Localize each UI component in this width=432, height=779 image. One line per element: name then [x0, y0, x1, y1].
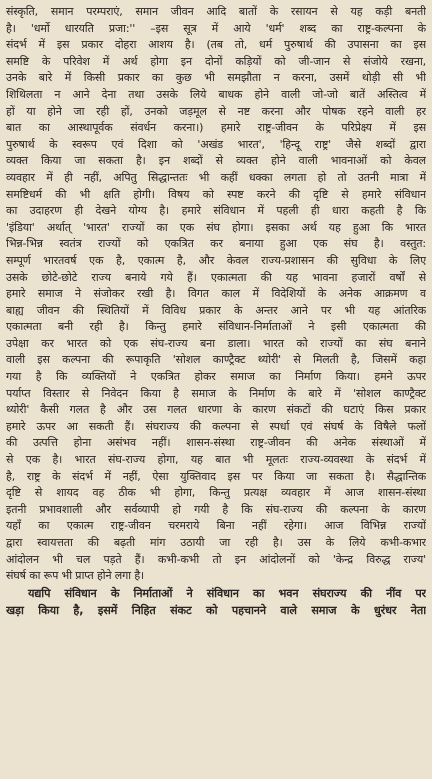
- text-line: थ्योरी' कैसी गलत है और उस गलत धारणा के कारण संकटों की घटाएं किस प्रकार: [6, 403, 426, 417]
- text-line: उसके छोटे-छोटे राज्य बनाये गये हैं। एकात्मता की यह भावना हजारों वर्षों से: [6, 270, 426, 284]
- text-line: 'इंडिया' अर्थात् 'भारत' राज्यों का एक संघ होगा। इसका अर्थ यह हुआ कि भारत: [6, 220, 426, 234]
- text-line: संस्कृति, समान परम्पराएं, समान जीवन आदि बातों के रसायन से यह कड़ी बनती: [6, 5, 426, 18]
- text-line: द्वारा स्वायत्तता की बढ़ती मांग उठायी जा रही है। उस के लिये कभी-कभार: [6, 536, 426, 549]
- text-line: बात का आस्थापूर्वक संवर्धन करना।) हमारे राष्ट्र-जीवन के परिप्रेक्ष्य में इस: [6, 121, 426, 135]
- text-line: यद्यपि संविधान के निर्माताओं ने संविधान का भवन संघराज्य की नींव पर: [28, 586, 426, 600]
- text-line: संदर्भ में इस प्रकार दोहरा आशय है। (तब तो, धर्म पुरुषार्थ की उपासना का इस: [6, 38, 426, 52]
- text-line: इतनी प्रभावशाली और सर्वव्यापी हो गयी है कि संघ-राज्य की कल्पना के कारण: [6, 502, 426, 516]
- text-line: खड़ा किया है, इसमें निहित संकट को पहचानने वाले समाज के धुरंधर नेता: [6, 603, 426, 617]
- text-line: व्यवहार में ही नहीं, अपितु सिद्धान्ततः भी कहीं धक्का लगता हो तो उतनी मात्रा में: [6, 170, 426, 184]
- text-line: हमारे ऊपर आ सकती हैं। संघराज्य की कल्पना से स्पर्धा एवं संघर्ष के विषैले फलों: [6, 419, 426, 433]
- text-line: गया है कि व्यक्तियों ने एकत्रित होकर समाज का निर्माण किया। हमने ऊपर: [6, 370, 426, 384]
- text-line: वाली इस कल्पना की रूपाकृति 'सोशल काण्ट्रैक्ट थ्योरी' से मिलती है, जिसमें कहा: [6, 353, 426, 367]
- text-line: है। 'धर्मो धारयति प्रजा:'' –इस सूत्र में आये 'धर्म' शब्द का राष्ट्र-कल्पना के: [6, 21, 426, 35]
- text-line: की उत्पत्ति होना असंभव नहीं। शासन-संस्था राष्ट्र-जीवन की अनेक संस्थाओं में: [6, 436, 426, 450]
- text-line: सम्पूर्ण भारतवर्ष एक है, एकात्म है, और केवल राज्य-प्रशासन की सुविधा के लिए: [6, 253, 426, 267]
- text-line: संघर्ष का रूप भी प्राप्त होने लगा है।: [6, 569, 145, 583]
- text-line: भिन्न-भिन्न स्वतंत्र राज्यों को एकत्रित कर बनाया हुआ एक संघ है। वस्तुत:: [6, 237, 426, 251]
- text-line: का उदाहरण ही देखने योग्य है। हमारे संविधान में पहली ही धारा कहती है कि: [6, 204, 426, 218]
- text-line: है, राष्ट्र के संदर्भ में नहीं, ऐसा युक्तिवाद इस पर किया जा सकता है। सैद्धान्तिक: [6, 469, 426, 483]
- text-line: यहाँ का एकात्म राष्ट्र-जीवन चरमराये बिना नहीं रहेगा। आज विभिन्न राज्यों: [6, 519, 426, 533]
- text-line: समष्टि के परिवेश में अर्थ होगा इन दोनों कड़ियों को जी-जान से संजोये रखना,: [6, 54, 426, 68]
- text-line: हमारे समाज ने संजोकर रखी है। विगत काल में विदेशियों के अनेक आक्रमण व: [6, 287, 426, 301]
- paragraph-2: [6, 585, 426, 619]
- text-line: बाह्य जीवन की स्थितियों में विविध प्रकार के अन्तर आने पर भी यह आंतरिक: [6, 303, 426, 317]
- paragraph-1: [6, 4, 426, 585]
- text-line: पुरुषार्थ के स्वरूप एवं दिशा को 'अखंड भारत', 'हिन्दू राष्ट्र' जैसे शब्दों द्वारा: [6, 137, 426, 151]
- text-line: हों या होने जा रही हों, उनको जड़मूल से नष्ट करना और पोषक रहने वाली हर: [6, 104, 426, 118]
- text-line: उनके बारे में किसी प्रकार का कुछ भी समझौता न करना, उसमें थोड़ी सी भी: [6, 71, 426, 85]
- text-line: पर्याप्त विस्तार से निवेदन किया है समाज के निर्माण के बारे में 'सोशल काण्ट्रैक्ट: [6, 386, 426, 400]
- text-line: आंदोलन भी चल पड़ते हैं। कभी-कभी तो इन आंदोलनों को 'केन्द्र विरुद्ध राज्य': [6, 552, 426, 566]
- text-line: शिथिलता न आने देना तथा उसके लिये बाधक होने वाली जो-जो बातें अस्तित्व में: [6, 87, 426, 101]
- text-line: व्यक्त किया जा सकता है। इन शब्दों से व्यक्त होने वाली भावनाओं को केवल: [6, 154, 426, 168]
- text-line: समष्टिधर्म की भी क्षति होगी। विषय को स्पष्ट करने की दृष्टि से हमारे संविधान: [6, 187, 426, 201]
- text-line: उपेक्षा कर भारत को एक संघ-राज्य बना डाला। भारत को राज्यों का संघ बनाने: [6, 336, 426, 350]
- text-line: एकात्मता बनी रही है। किन्तु हमारे संविधान-निर्माताओं ने इसी एकात्मता की: [6, 320, 426, 334]
- text-line: से एक है। भारत संघ-राज्य होगा, यह बात भी मूलतः राज्य-व्यवस्था के संदर्भ में: [6, 453, 426, 467]
- text-line: दृष्टि से शायद वह ठीक भी होगा, किन्तु प्रत्यक्ष व्यवहार में आज शासन-संस्था: [6, 486, 426, 500]
